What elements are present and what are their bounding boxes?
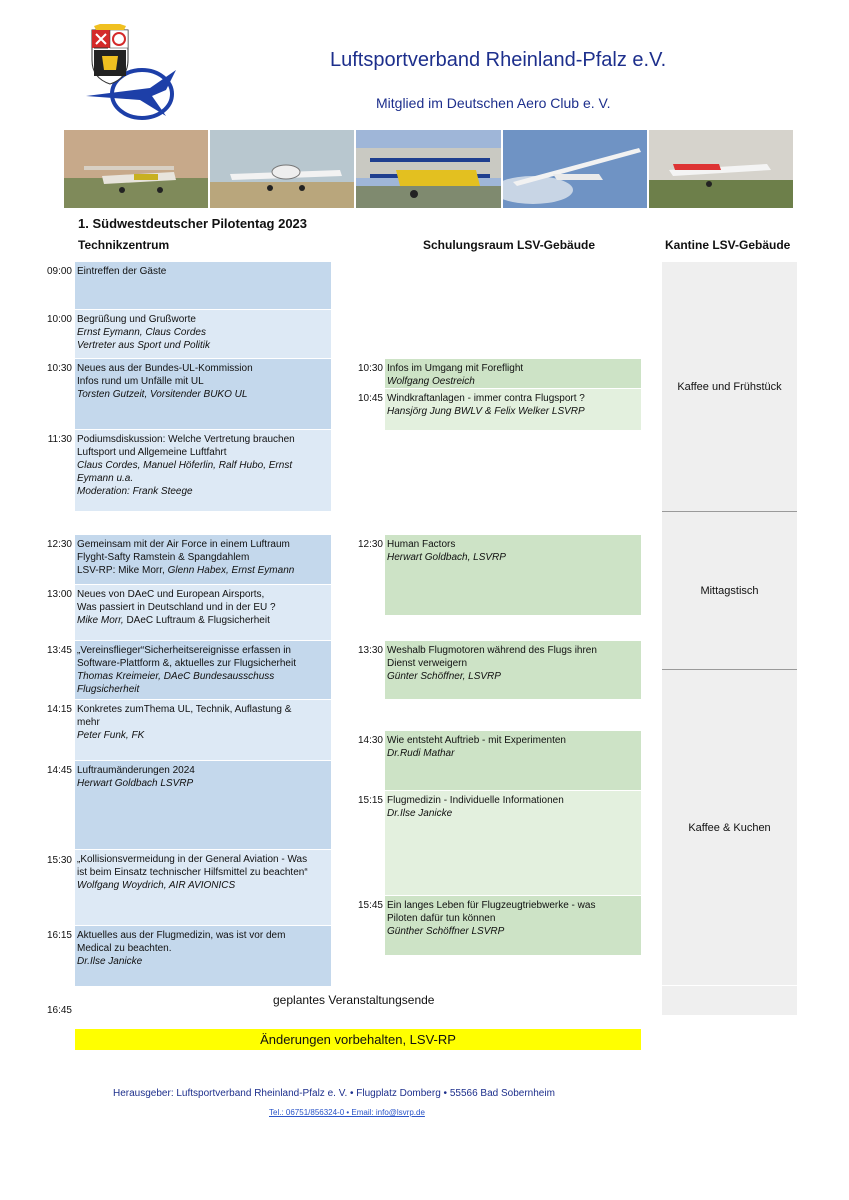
session-block <box>75 700 331 760</box>
biplane-photo <box>356 130 502 208</box>
session-title: Konkretes zumThema UL, Technik, Auflastung & <box>77 704 292 715</box>
session-title: Podiumsdiskussion: Welche Vertretung brauchen <box>77 434 295 445</box>
session-time: 15:15 <box>357 795 383 806</box>
session-speakers: Wolfgang Oestreich <box>387 376 475 387</box>
session-title: LSV-RP: Mike Morr, <box>77 565 165 576</box>
session-block <box>75 262 331 309</box>
kantine-lunch-label: Mittagstisch <box>700 584 759 597</box>
footer-contact-link[interactable]: Tel.: 06751/856324-0 • Email: info@lsvrp.de <box>269 1108 425 1117</box>
session-title: Flugmedizin - Individuelle Informationen <box>387 795 564 806</box>
session-time: 10:00 <box>46 314 72 325</box>
session-block <box>75 850 331 925</box>
aircraft-photo-strip <box>64 130 793 208</box>
session-block <box>75 926 331 986</box>
sport-plane-photo <box>210 130 356 208</box>
session-title: Dienst verweigern <box>387 658 468 669</box>
session-speakers: Glenn Habex, Ernst Eymann <box>167 565 295 576</box>
session-time: 12:30 <box>357 539 383 550</box>
session-time: 09:00 <box>46 266 72 277</box>
kantine-cake <box>662 670 797 985</box>
session-title: Was passiert in Deutschland und in der EU ? <box>77 602 276 613</box>
kantine-breakfast <box>662 262 797 511</box>
session-title: DAeC Luftraum & Flugsicherheit <box>126 615 270 626</box>
session-time: 14:30 <box>357 735 383 746</box>
session-title: Weshalb Flugmotoren während des Flugs ihren <box>387 645 597 656</box>
session-title: Wie entsteht Auftrieb - mit Experimenten <box>387 735 566 746</box>
session-block <box>385 731 641 790</box>
session-title: Ein langes Leben für Flugzeugtriebwerke - was <box>387 900 596 911</box>
end-time: 16:45 <box>46 1005 72 1016</box>
session-title: Piloten dafür tun können <box>387 913 496 924</box>
session-speakers: Claus Cordes, Manuel Höferlin, Ralf Hubo, Ernst <box>77 460 293 471</box>
org-title: Luftsportverband Rheinland-Pfalz e.V. <box>330 49 667 71</box>
session-title: Infos im Umgang mit Foreflight <box>387 363 524 374</box>
session-title: Luftsport und Allgemeine Luftfahrt <box>77 447 227 458</box>
session-title: Neues aus der Bundes-UL-Kommission <box>77 363 253 374</box>
session-block <box>75 641 331 699</box>
footer-publisher: Herausgeber: Luftsportverband Rheinland-Pfalz e. V. • Flugplatz Domberg • 55566 Bad Sobernheim <box>113 1088 555 1099</box>
session-title: Neues von DAeC und European Airsports, <box>77 589 265 600</box>
session-speakers: Ernst Eymann, Claus Cordes <box>77 327 206 338</box>
session-time: 14:45 <box>46 765 72 776</box>
session-speakers: Wolfgang Woydrich, AIR AVIONICS <box>77 880 236 891</box>
session-speakers: Dr.Ilse Janicke <box>387 808 453 819</box>
changes-notice: Änderungen vorbehalten, LSV-RP <box>75 1029 641 1050</box>
event-title: 1. Südwestdeutscher Pilotentag 2023 <box>78 216 308 231</box>
session-time: 13:45 <box>46 645 72 656</box>
session-title: Flyght-Safty Ramstein & Spangdahlem <box>77 552 250 563</box>
session-speakers: Herwart Goldbach, LSVRP <box>387 552 506 563</box>
session-title: Infos rund um Unfälle mit UL <box>77 376 204 387</box>
session-block <box>75 535 331 584</box>
glider-photo <box>503 130 649 208</box>
club-logo <box>80 24 182 124</box>
session-block <box>75 310 331 358</box>
session-speakers: Günther Schöffner LSVRP <box>387 926 505 937</box>
kantine-end-slot <box>662 986 797 1015</box>
session-title: Human Factors <box>387 539 456 550</box>
session-time: 12:30 <box>46 539 72 550</box>
session-speakers: Herwart Goldbach LSVRP <box>77 778 194 789</box>
session-speakers: Vertreter aus Sport und Politik <box>77 340 211 351</box>
session-time: 15:45 <box>357 900 383 911</box>
session-block <box>385 641 641 699</box>
end-label: geplantes Veranstaltungsende <box>273 993 435 1007</box>
session-speakers: Dr.Rudi Mathar <box>387 748 455 759</box>
session-title: Begrüßung und Grußworte <box>77 314 196 325</box>
session-title: ist beim Einsatz technischer Hilfsmittel zu beachten“ <box>77 867 308 878</box>
session-time: 15:30 <box>46 855 72 866</box>
session-block <box>385 359 641 388</box>
ultralight-photo <box>64 130 210 208</box>
session-block <box>75 430 331 511</box>
session-title: mehr <box>77 717 100 728</box>
session-block <box>75 359 331 429</box>
column-header-schulung: Schulungsraum LSV-Gebäude <box>423 238 596 252</box>
session-title: Software-Plattform &, aktuelles zur Flugsicherheit <box>77 658 296 669</box>
session-title: Windkraftanlagen - immer contra Flugsport ? <box>387 393 585 404</box>
session-time: 13:30 <box>357 645 383 656</box>
session-speakers: Torsten Gutzeit, Vorsitender BUKO UL <box>77 389 248 400</box>
column-header-kantine: Kantine LSV-Gebäude <box>665 238 791 252</box>
session-title: Gemeinsam mit der Air Force in einem Luftraum <box>77 539 290 550</box>
session-block <box>385 896 641 955</box>
session-speakers: Hansjörg Jung BWLV & Felix Welker LSVRP <box>387 406 585 417</box>
session-title: Luftraumänderungen 2024 <box>77 765 195 776</box>
session-speakers: Flugsicherheit <box>77 684 140 695</box>
session-block <box>385 389 641 430</box>
session-moderator: Moderation: Frank Steege <box>77 486 193 497</box>
session-time: 11:30 <box>47 434 72 445</box>
session-block <box>75 585 331 640</box>
session-title: „Vereinsflieger“Sicherheitsereignisse erfassen in <box>77 645 291 656</box>
session-block <box>75 761 331 849</box>
session-title: Aktuelles aus der Flugmedizin, was ist vor dem <box>77 930 286 941</box>
session-speakers: Thomas Kreimeier, DAeC Bundesausschuss <box>77 671 275 682</box>
session-time: 13:00 <box>46 589 72 600</box>
session-speakers: Dr.Ilse Janicke <box>77 956 143 967</box>
session-time: 10:30 <box>357 363 383 374</box>
session-title: „Kollisionsvermeidung in der General Aviation - Was <box>77 854 308 865</box>
column-header-technik: Technikzentrum <box>78 238 170 252</box>
session-speakers: Peter Funk, FK <box>77 730 145 741</box>
org-subtitle: Mitglied im Deutschen Aero Club e. V. <box>376 95 611 111</box>
session-speakers: Mike Morr, <box>77 615 124 626</box>
kantine-lunch <box>662 512 797 669</box>
session-title: Eintreffen der Gäste <box>77 266 167 277</box>
kantine-cake-label: Kaffee & Kuchen <box>688 821 771 834</box>
motor-glider-photo <box>649 130 793 208</box>
kantine-breakfast-label: Kaffee und Frühstück <box>677 380 782 393</box>
session-time: 10:30 <box>46 363 72 374</box>
session-time: 16:15 <box>46 930 72 941</box>
session-time: 14:15 <box>46 704 72 715</box>
session-block <box>385 791 641 895</box>
session-block <box>385 535 641 615</box>
session-time: 10:45 <box>357 393 383 404</box>
session-speakers: Eymann u.a. <box>77 473 134 484</box>
session-title: Medical zu beachten. <box>77 943 172 954</box>
session-speakers: Günter Schöffner, LSVRP <box>387 671 501 682</box>
